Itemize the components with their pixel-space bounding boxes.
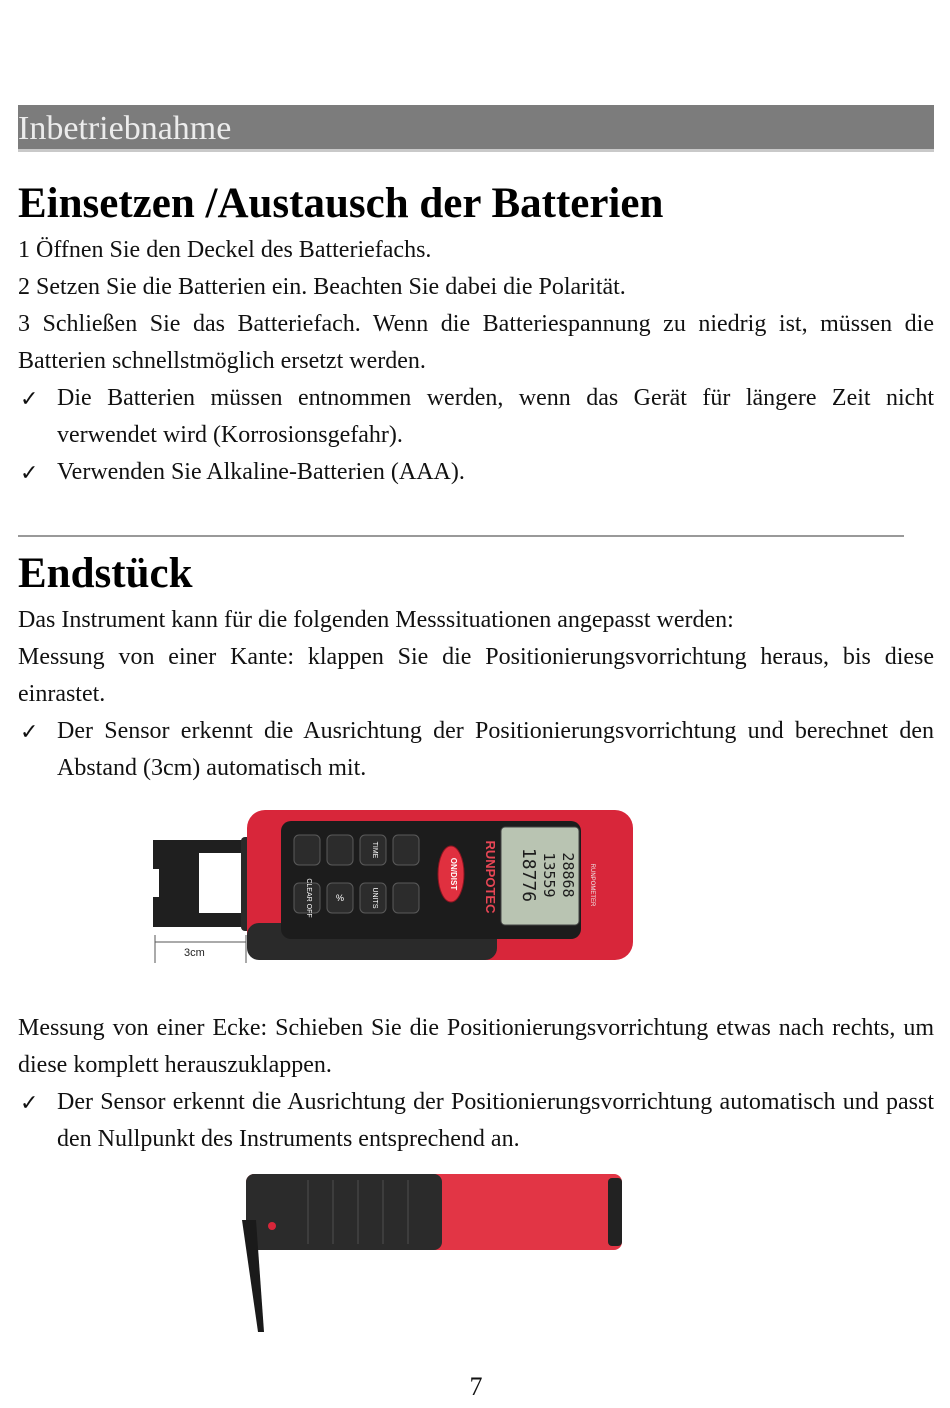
device-front-figure — [151, 805, 641, 970]
checkmark-icon: ✓ — [20, 1090, 39, 1115]
power-key-label: ON/DIST — [449, 857, 458, 891]
battery-instructions — [18, 232, 934, 491]
endstueck-edge-note-text: Der Sensor erkennt die Ausrichtung der Positionierungsvorrichtung und berechnet den Abstand (3cm) automatisch mit. — [57, 718, 934, 781]
dimension-label: 3cm — [184, 947, 205, 959]
device-side-illustration — [238, 1170, 628, 1335]
brand-logo: RUNPOTEC — [483, 840, 498, 914]
battery-note-1 — [18, 380, 934, 454]
endstueck-edge-note — [18, 713, 934, 787]
key-time-label: TIME — [371, 841, 378, 859]
checkmark-icon: ✓ — [20, 719, 39, 744]
endstueck-corner-note-text: Der Sensor erkennt die Ausrichtung der Positionierungsvorrichtung automatisch und passt den Nullpunkt des Instruments entsprechend an. — [57, 1089, 934, 1152]
endstueck-corner-text: Messung von einer Ecke: Schieben Sie die Positionierungsvorrichtung etwas nach rechts, um diese komplett herauszuklappen. — [18, 1015, 934, 1078]
model-label: RUNPOMETER — [589, 863, 595, 907]
endstueck-corner-section — [18, 1010, 934, 1158]
battery-step-3: 3 Schließen Sie das Batteriefach. Wenn die Batteriespannung zu niedrig ist, müssen die Batterien schnellstmöglich ersetzt werden. — [18, 311, 934, 374]
battery-note-2-text: Verwenden Sie Alkaline-Batterien (AAA). — [57, 459, 465, 485]
key-units-label: UNITS — [371, 887, 378, 909]
battery-note-2 — [18, 454, 934, 491]
display-line-3: 18776 — [518, 847, 539, 903]
key-clear-label: CLEAR OFF — [305, 878, 312, 918]
section-divider — [18, 535, 904, 537]
battery-heading: Einsetzen /Austausch der Batterien — [18, 180, 664, 227]
page-number: 7 — [469, 1372, 483, 1401]
endstueck-edge-text: Messung von einer Kante: klappen Sie die Positionierungsvorrichtung heraus, bis diese einrastet. — [18, 644, 934, 707]
battery-step-2: 2 Setzen Sie die Batterien ein. Beachten Sie dabei die Polarität. — [18, 274, 626, 300]
device-front-illustration — [151, 805, 641, 970]
device-side-figure — [238, 1170, 628, 1335]
display-line-2: 13559 — [540, 852, 558, 898]
checkmark-icon: ✓ — [20, 386, 39, 411]
display-line-1: 28868 — [559, 852, 577, 898]
endstueck-corner-note — [18, 1084, 934, 1158]
endstueck-edge-section — [18, 602, 934, 787]
endstueck-intro: Das Instrument kann für die folgenden Messsituationen angepasst werden: — [18, 607, 734, 633]
endstueck-heading: Endstück — [18, 550, 193, 597]
section-header-title: Inbetriebnahme — [18, 110, 232, 147]
battery-step-1: 1 Öffnen Sie den Deckel des Batteriefachs. — [18, 237, 432, 263]
section-header-bar — [18, 105, 934, 152]
battery-note-1-text: Die Batterien müssen entnommen werden, wenn das Gerät für längere Zeit nicht verwendet wird (Korrosionsgefahr). — [57, 385, 934, 448]
checkmark-icon: ✓ — [20, 460, 39, 485]
key-percent-label: % — [335, 893, 345, 903]
